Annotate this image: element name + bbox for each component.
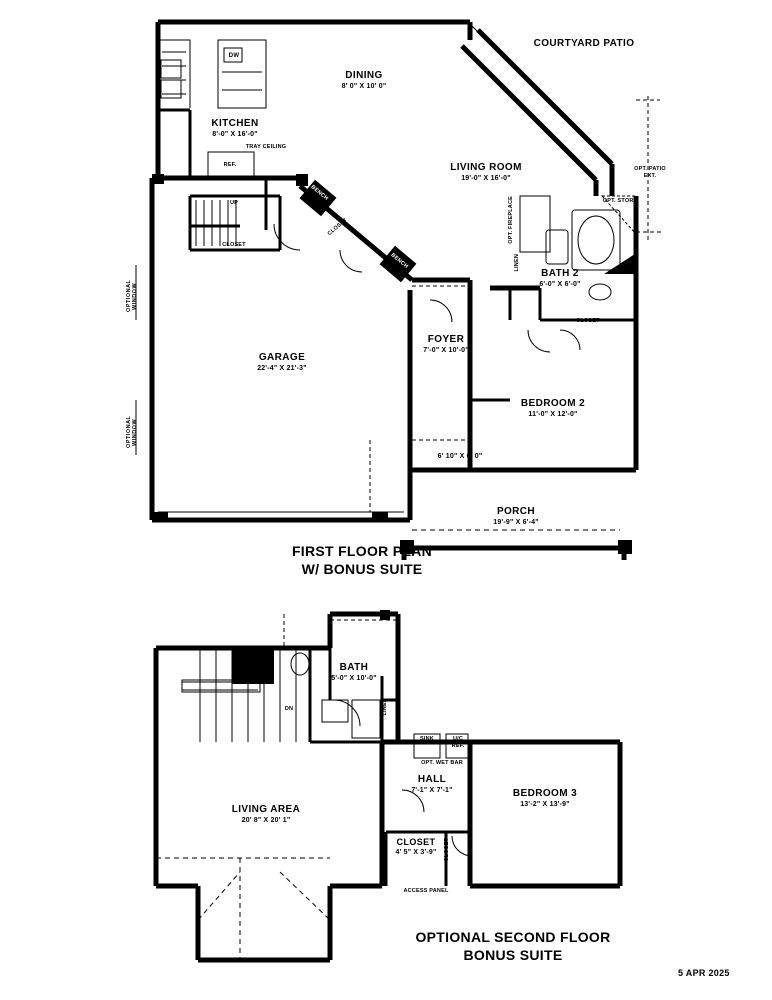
annotation-dishwasher: DW [228, 53, 240, 59]
annotation-entry-dim: 6' 10" X 6' 0" [437, 453, 483, 460]
room-hall: HALL 7'-1" X 7'-1" [411, 774, 453, 794]
first-floor-title: FIRST FLOOR PLAN W/ BONUS SUITE [291, 543, 433, 577]
annotation-access-panel: ACCESS PANEL [403, 888, 449, 894]
annotation-linen-2nd: LINEN [382, 698, 388, 716]
room-dining: DINING 8' 0" X 10' 0" [341, 70, 387, 90]
room-garage: GARAGE 22'-4" X 21'-3" [257, 352, 307, 372]
room-living-area: LIVING AREA 20' 8" X 20' 1" [231, 804, 301, 824]
annotation-bench-1: BENCH [309, 184, 330, 203]
annotation-closet-mud: CLOSET [326, 217, 349, 237]
post-block [296, 174, 308, 186]
room-bath2: BATH 2 6'-0" X 6'-0" [539, 268, 581, 288]
room-kitchen: KITCHEN 8'-0" X 16'-0" [211, 118, 259, 138]
annotation-opt-fireplace: OPT. FIREPLACE [508, 196, 514, 244]
annotation-closet-bed3: CLOSET [444, 838, 450, 862]
post-block [152, 174, 164, 184]
annotation-dn: DN [284, 706, 294, 712]
room-bath-2nd: BATH 5'-0" X 10'-0" [331, 662, 377, 682]
annotation-opt-patio-ext: OPT. PATIO EXT. [634, 166, 666, 179]
annotation-bench-2: BENCH [389, 252, 410, 271]
annotation-uc-ref: U/C REF. [451, 736, 465, 749]
annotation-tray-ceiling: TRAY CEILING [245, 144, 287, 150]
sheet-date: 5 APR 2025 [678, 968, 730, 978]
post-block [152, 512, 168, 522]
post-block [372, 512, 388, 522]
post-block [380, 610, 390, 620]
annotation-sink: SINK [420, 736, 434, 742]
post-block [618, 540, 632, 554]
annotation-refrigerator: REF. [223, 162, 237, 168]
room-bedroom2: BEDROOM 2 11'-0" X 12'-0" [520, 398, 586, 418]
second-floor-title: OPTIONAL SECOND FLOOR BONUS SUITE [415, 929, 611, 963]
annotation-opt-storage: OPT. STOR. [602, 198, 636, 204]
annotation-linen: LINEN [514, 254, 520, 272]
room-courtyard-patio: COURTYARD PATIO [533, 38, 635, 49]
annotation-optional-window-upper: OPTIONAL WINDOW [126, 279, 138, 313]
annotation-opt-wet-bar: OPT. WET BAR [421, 760, 463, 766]
shower-block [232, 646, 274, 684]
annotation-closet-bed2: CLOSET [576, 318, 600, 324]
room-living: LIVING ROOM 19'-0" X 16'-0" [450, 162, 522, 182]
annotation-closet-garage: CLOSET [222, 242, 246, 248]
annotation-optional-window-lower: OPTIONAL WINDOW [126, 415, 138, 449]
room-foyer: FOYER 7'-0" X 10'-0" [423, 334, 469, 354]
room-bedroom3: BEDROOM 3 13'-2" X 13'-9" [512, 788, 578, 808]
room-porch: PORCH 19'-9" X 6'-4" [493, 506, 539, 526]
room-closet-2nd: CLOSET 4' 5" X 3'-9" [395, 837, 437, 856]
annotation-up: UP [229, 200, 239, 206]
